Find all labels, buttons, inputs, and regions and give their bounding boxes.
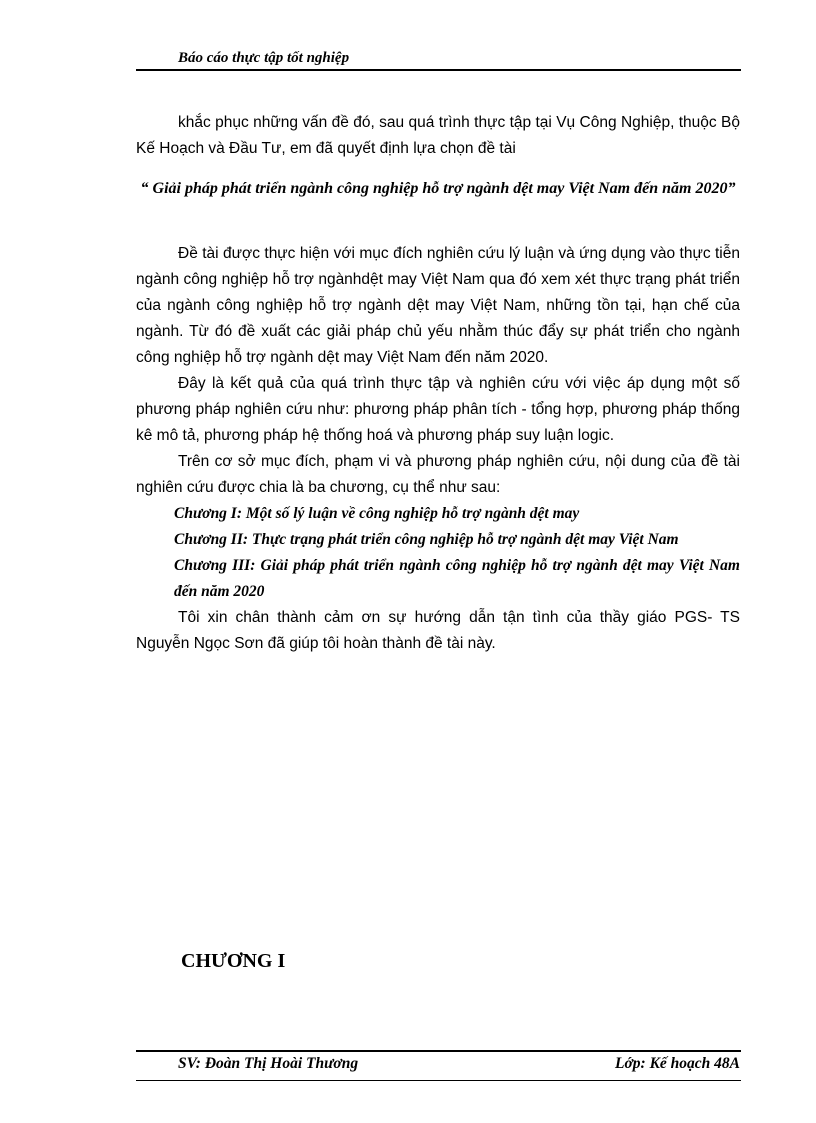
paragraph-structure: Trên cơ sở mục đích, phạm vi và phương pháp nghiên cứu, nội dung của đề tài nghiên cứu được chia là ba chương, cụ thể như sau: [136,453,740,496]
footer-divider-thin [136,1080,741,1081]
chapter-list-item-2: Chương II: Thực trạng phát triển công nghiệp hỗ trợ ngành dệt may Việt Nam [174,531,679,548]
footer-class-name: Lớp: Kế hoạch 48A [615,1055,740,1072]
paragraph-purpose: Đề tài được thực hiện với mục đích nghiên cứu lý luận và ứng dụng vào thực tiễn ngành công nghiệp hỗ trợ ngànhdệt may Việt Nam qua đó xem xét thực trạng phát triển của ngành công nghiệp hỗ trợ ngành dệt may Việt Nam, những tồn tại, hạn chế của ngành. Từ đó đề xuất các giải pháp chủ yếu nhằm thúc đẩy sự phát triển cho ngành công nghiệp hỗ trợ ngành dệt may Việt Nam đến năm 2020. [136,245,740,366]
header-divider [136,69,741,71]
chapter-list-item-1: Chương I: Một số lý luận về công nghiệp hỗ trợ ngành dệt may [174,505,580,522]
paragraph-acknowledgement: Tôi xin chân thành cảm ơn sự hướng dẫn tận tình của thầy giáo PGS- TS Nguyễn Ngọc Sơn đã giúp tôi hoàn thành đề tài này. [136,609,740,652]
document-body [136,241,740,657]
paragraph-intro: khắc phục những vấn đề đó, sau quá trình thực tập tại Vụ Công Nghiệp, thuộc Bộ Kế Hoạch và Đầu Tư, em đã quyết định lựa chọn đề tài [136,114,740,157]
thesis-subject-title: “ Giải pháp phát triển ngành công nghiệp hỗ trợ ngành dệt may Việt Nam đến năm 2020” [140,180,736,197]
footer-divider [136,1050,741,1052]
section-heading: CHƯƠNG I [181,950,286,972]
document-body-intro [136,110,740,162]
chapter-list-item-3: Chương III: Giải pháp phát triển ngành công nghiệp hỗ trợ ngành dệt may Việt Nam đến năm 2020 [174,557,740,600]
paragraph-methods: Đây là kết quả của quá trình thực tập và nghiên cứu với việc áp dụng một số phương pháp nghiên cứu như: phương pháp phân tích - tổng hợp, phương pháp thống kê mô tả, phương pháp hệ thống hoá và phương pháp suy luận logic. [136,375,740,444]
footer-student-name: SV: Đoàn Thị Hoài Thương [178,1055,359,1072]
page-header-title: Báo cáo thực tập tốt nghiệp [178,50,350,66]
